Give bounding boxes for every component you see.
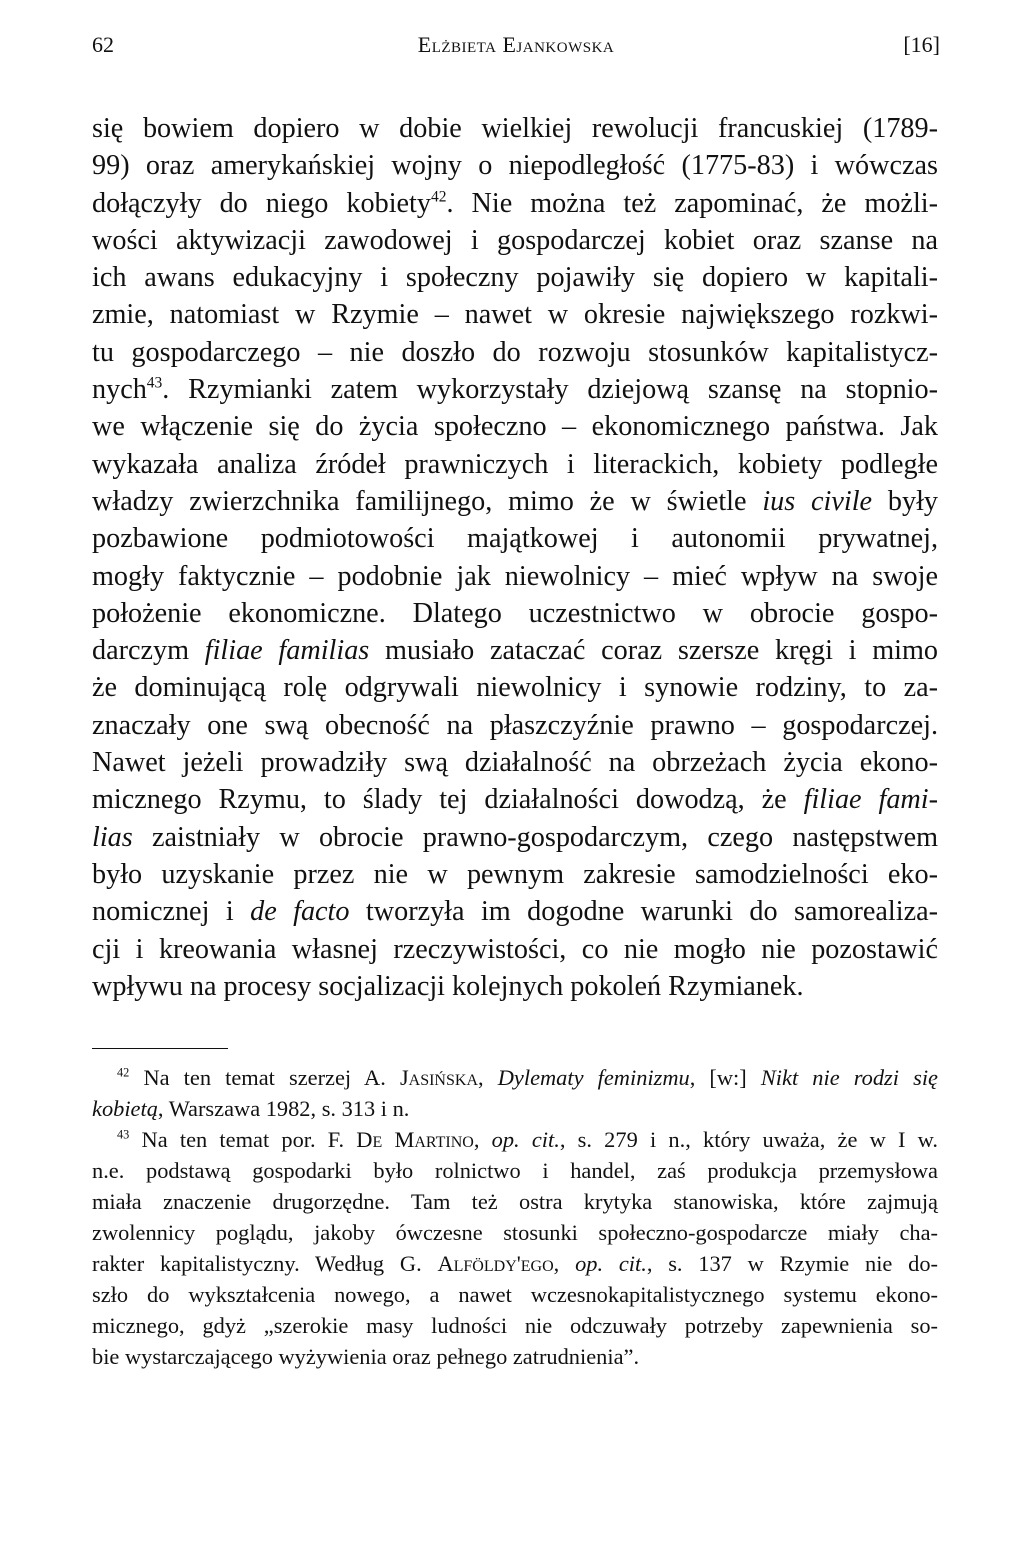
text-line: nych$^{43}$. Rzymianki zatem wykorzystały dziejową szansę na stopnio- [92, 374, 938, 406]
footnote-43-line: miała znaczenie drugorzędne. Tam też ostra krytyka stanowiska, które zajmują [92, 1189, 938, 1214]
text-line: ich awans edukacyjny i społeczny pojawiły się dopiero w kapitali- [92, 262, 938, 294]
text-line: we włączenie się do życia społeczno – ekonomicznego państwa. Jak [92, 411, 938, 443]
text-line: tu gospodarczego – nie doszło do rozwoju stosunków kapitalistycz- [92, 336, 938, 368]
text-line: lias zaistniały w obrocie prawno-gospodarczym, czego następstwem [92, 821, 938, 853]
footnote-43-line: bie wystarczającego wyżywienia oraz pełnego zatrudnienia”. [92, 1344, 640, 1369]
footnote-separator [92, 1048, 228, 1049]
footnote-43-line: szło do wykształcenia nowego, a nawet wczesnokapitalistycznego systemu ekono- [92, 1282, 938, 1307]
footnote-43: $^{43}$ Na ten temat por. F. De Martino, op. cit., s. 279 i n., który uważa, że w I w. [117, 1127, 938, 1152]
text-line: zmie, natomiast w Rzymie – nawet w okresie największego rozkwi- [92, 299, 938, 331]
text-line: micznego Rzymu, to ślady tej działalności dowodzą, że filiae fami- [92, 784, 938, 816]
text-line: było uzyskanie przez nie w pewnym zakresie samodzielności eko- [92, 858, 938, 890]
footnote-42-cont: kobietą, Warszawa 1982, s. 313 i n. [92, 1096, 410, 1121]
text-line: 99) oraz amerykańskiej wojny o niepodległość (1775-83) i wówczas [92, 150, 938, 182]
text-line: dołączyły do niego kobiety$^{42}$. Nie można też zapominać, że możli- [92, 187, 938, 219]
section-marker: [16] [903, 32, 940, 57]
page-header [92, 32, 940, 66]
text-line: że dominującą rolę odgrywali niewolnicy i synowie rodziny, to za- [92, 672, 938, 704]
text-line: nomicznej i de facto tworzyła im dogodne warunki do samorealiza- [92, 896, 939, 928]
text-line: wpływu na procesy socjalizacji kolejnych pokoleń Rzymianek. [92, 970, 804, 1002]
text-line: znaczały one swą obecność na płaszczyźnie prawno – gospodarczej. [92, 709, 938, 741]
text-line: władzy zwierzchnika familijnego, mimo że w świetle ius civile były [92, 485, 939, 517]
footnote-42: $^{42}$ Na ten temat szerzej A. Jasińska, Dylematy feminizmu, [w:] Nikt nie rodzi się [117, 1065, 938, 1090]
footnote-43-line: micznego, gdyż „szerokie masy ludności nie odczuwały potrzeby zapewnienia so- [92, 1313, 938, 1338]
text-line: się bowiem dopiero w dobie wielkiej rewolucji francuskiej (1789- [92, 113, 938, 144]
text-line: mogły faktycznie – podobnie jak niewolnicy – mieć wpływ na swoje [92, 560, 938, 592]
text-line: wości aktywizacji zawodowej i gospodarczej kobiet oraz szanse na [92, 224, 938, 256]
running-title: Elżbieta Ejankowska [417, 32, 615, 57]
text-line: Nawet jeżeli prowadziły swą działalność na obrzeżach życia ekono- [92, 747, 938, 779]
footnote-ref-42[interactable]: 42 [430, 188, 447, 206]
footnote-43-line: n.e. podstawą gospodarki było rolnictwo i handel, zaś produkcja przemysłowa [92, 1158, 938, 1183]
footnote-43-line: zwolennicy poglądu, jakoby ówczesne stosunki społeczno-gospodarcze miały cha- [92, 1220, 938, 1245]
main-paragraph [92, 110, 938, 1005]
text-line: darczym filiae familias musiało zataczać coraz szersze kręgi i mimo [92, 635, 938, 667]
footnotes [92, 1062, 938, 1372]
footnote-43-line: rakter kapitalistyczny. Według G. Alföldy'ego, op. cit., s. 137 w Rzymie nie do- [92, 1251, 938, 1276]
page-number: 62 [92, 32, 114, 57]
text-line: wykazała analiza źródeł prawniczych i literackich, kobiety podległe [92, 448, 938, 480]
text-line: pozbawione podmiotowości majątkowej i autonomii prywatnej, [92, 523, 938, 555]
text-line: cji i kreowania własnej rzeczywistości, co nie mogło nie pozostawić [92, 933, 938, 965]
text-line: położenie ekonomiczne. Dlatego uczestnictwo w obrocie gospo- [92, 597, 938, 629]
footnote-ref-43[interactable]: 43 [146, 374, 163, 392]
